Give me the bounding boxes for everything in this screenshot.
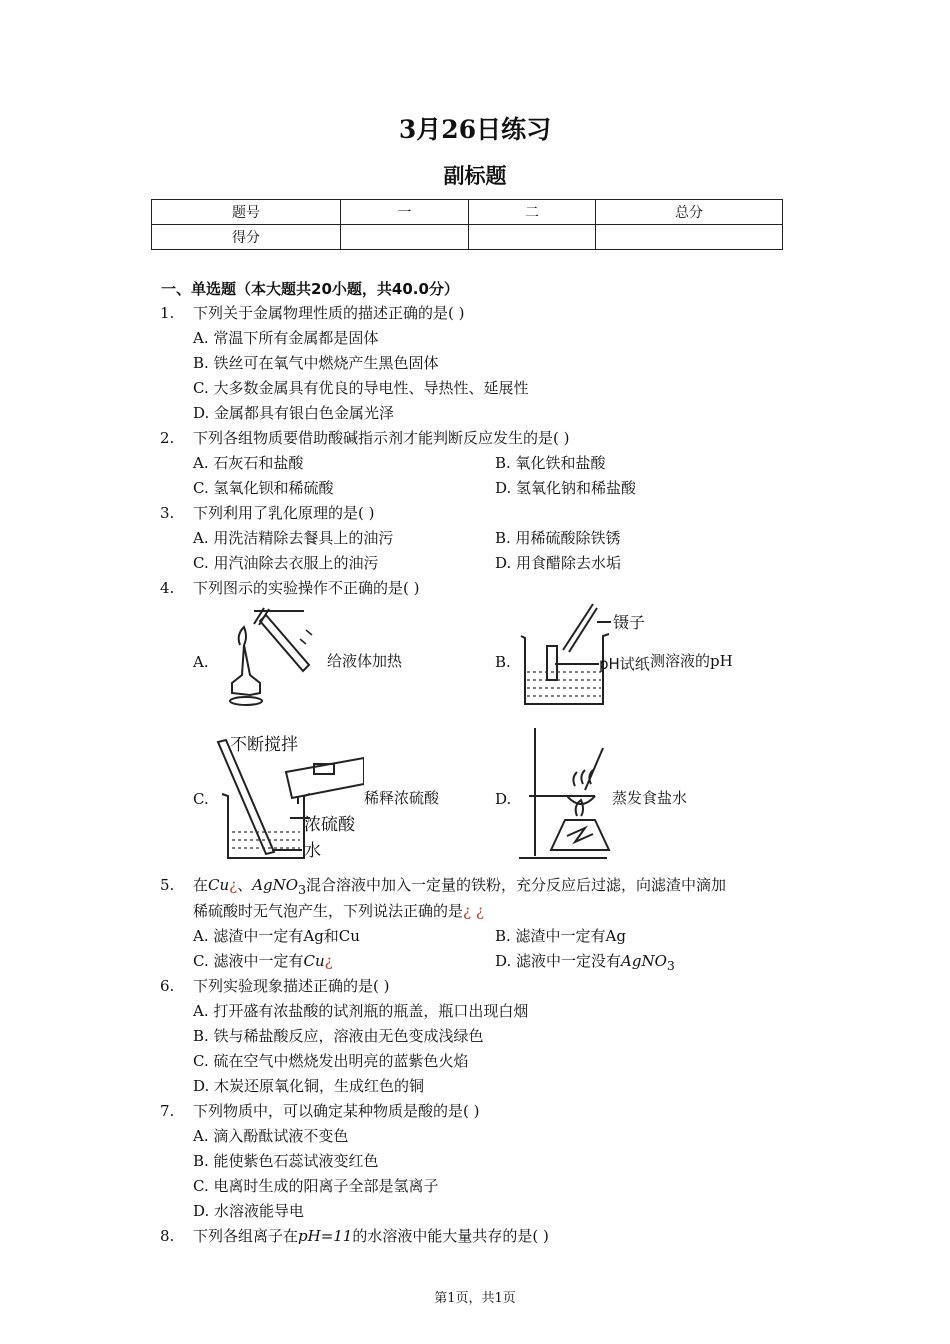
figure-caption: 稀释浓硫酸	[364, 789, 440, 807]
option[interactable]: A. 打开盛有浓盐酸的试剂瓶的瓶盖，瓶口出现白烟	[193, 1002, 529, 1020]
question-text: 下列图示的实验操作不正确的是( )	[193, 579, 420, 597]
option[interactable]: D. 木炭还原氧化铜，生成红色的铜	[193, 1077, 425, 1095]
score-cell[interactable]	[341, 225, 469, 250]
heating-liquid-figure	[214, 605, 329, 710]
option[interactable]: B. 滤渣中一定有Ag	[495, 927, 626, 945]
option[interactable]: D. 氢氧化钠和稀盐酸	[495, 479, 637, 497]
option[interactable]: C. 用汽油除去衣服上的油污	[193, 554, 379, 572]
option[interactable]: A. 用洗洁精除去餐具上的油污	[193, 529, 394, 547]
ph-test-figure	[515, 600, 665, 710]
page-title: 3月26日练习	[398, 115, 552, 144]
question-number: 8.	[160, 1227, 175, 1245]
test-tube	[260, 615, 309, 671]
beaker	[521, 634, 609, 704]
ph-paper-label: pH试纸	[599, 655, 650, 673]
score-table	[151, 199, 783, 250]
question-number: 3.	[160, 504, 175, 522]
question-text: 下列各组物质要借助酸碱指示剂才能判断反应发生的是( )	[193, 429, 570, 447]
question-text: 稀硫酸时无气泡产生，下列说法正确的是¿ ¿	[193, 902, 484, 920]
option[interactable]: B. 用稀硫酸除铁锈	[495, 529, 621, 547]
evaporation-figure	[515, 724, 615, 864]
option[interactable]: A. 滤渣中一定有Ag和Cu	[193, 927, 360, 945]
figure-caption: 蒸发食盐水	[612, 789, 688, 807]
table-header-cell: 二	[469, 200, 596, 225]
question-text: 下列各组离子在pH=11的水溶液中能大量共存的是( )	[193, 1227, 549, 1245]
option[interactable]: D. 用食醋除去水垢	[495, 554, 622, 572]
glass-rod	[585, 748, 603, 790]
page-footer: 第1页，共1页	[434, 1291, 516, 1306]
option[interactable]: A. 常温下所有金属都是固体	[193, 329, 379, 347]
score-cell[interactable]	[469, 225, 596, 250]
water-label: 水	[304, 841, 321, 861]
section-heading: 一、单选题（本大题共20小题，共40.0分）	[161, 280, 459, 298]
option[interactable]: A. 滴入酚酞试液不变色	[193, 1127, 349, 1145]
stirring-rod	[218, 740, 274, 854]
option-label[interactable]: B.	[495, 653, 511, 671]
stir-label: 不断搅拌	[230, 735, 298, 755]
question-text: 在Cu¿、AgNO$_3$混合溶液中加入一定量的铁粉，充分反应后过滤，向滤渣中滴加	[193, 876, 727, 897]
question-number: 4.	[160, 579, 175, 597]
table-header-cell: 总分	[596, 200, 783, 225]
question-text: 下列物质中，可以确定某种物质是酸的是( )	[193, 1102, 480, 1120]
tweezers	[563, 604, 593, 650]
question-text: 下列关于金属物理性质的描述正确的是( )	[193, 304, 465, 322]
table-header-cell: 题号	[152, 200, 341, 225]
score-cell[interactable]	[596, 225, 783, 250]
beaker	[222, 794, 310, 858]
question-number: 6.	[160, 977, 175, 995]
option[interactable]: B. 铁与稀盐酸反应，溶液由无色变成浅绿色	[193, 1027, 484, 1045]
question-number: 7.	[160, 1102, 175, 1120]
alcohol-lamp	[232, 645, 260, 695]
table-row	[152, 200, 783, 225]
figure-caption: 测溶液的pH	[650, 652, 733, 670]
option-label[interactable]: A.	[193, 653, 209, 671]
question-number: 2.	[160, 429, 175, 447]
option[interactable]: D. 滤液中一定没有AgNO$_3$	[495, 952, 675, 973]
dilution-figure	[214, 732, 364, 864]
option[interactable]: C. 硫在空气中燃烧发出明亮的蓝紫色火焰	[193, 1052, 469, 1070]
option[interactable]: B. 氧化铁和盐酸	[495, 454, 606, 472]
question-text: 下列利用了乳化原理的是( )	[193, 504, 375, 522]
option[interactable]: B. 铁丝可在氧气中燃烧产生黑色固体	[193, 354, 439, 372]
option[interactable]: C. 滤液中一定有Cu¿	[193, 952, 333, 970]
table-row-label: 得分	[152, 225, 341, 250]
option-label[interactable]: D.	[495, 790, 512, 808]
table-row	[152, 225, 783, 250]
question-number: 1.	[160, 304, 175, 322]
option[interactable]: D. 水溶液能导电	[193, 1202, 305, 1220]
option[interactable]: D. 金属都具有银白色金属光泽	[193, 404, 395, 422]
figure-caption: 给液体加热	[327, 652, 403, 670]
table-header-cell: 一	[341, 200, 469, 225]
option[interactable]: C. 电离时生成的阳离子全部是氢离子	[193, 1177, 439, 1195]
flame	[239, 627, 246, 645]
acid-label: 浓硫酸	[304, 815, 355, 835]
option[interactable]: C. 大多数金属具有优良的导电性、导热性、延展性	[193, 379, 529, 397]
question-number: 5.	[160, 876, 175, 894]
page-subtitle: 副标题	[443, 163, 507, 188]
option[interactable]: A. 石灰石和盐酸	[193, 454, 304, 472]
option[interactable]: B. 能使紫色石蕊试液变红色	[193, 1152, 379, 1170]
option[interactable]: C. 氢氧化钡和稀硫酸	[193, 479, 334, 497]
tweezers-label: 镊子	[613, 613, 646, 632]
option-label[interactable]: C.	[193, 790, 209, 808]
question-text: 下列实验现象描述正确的是( )	[193, 977, 390, 995]
